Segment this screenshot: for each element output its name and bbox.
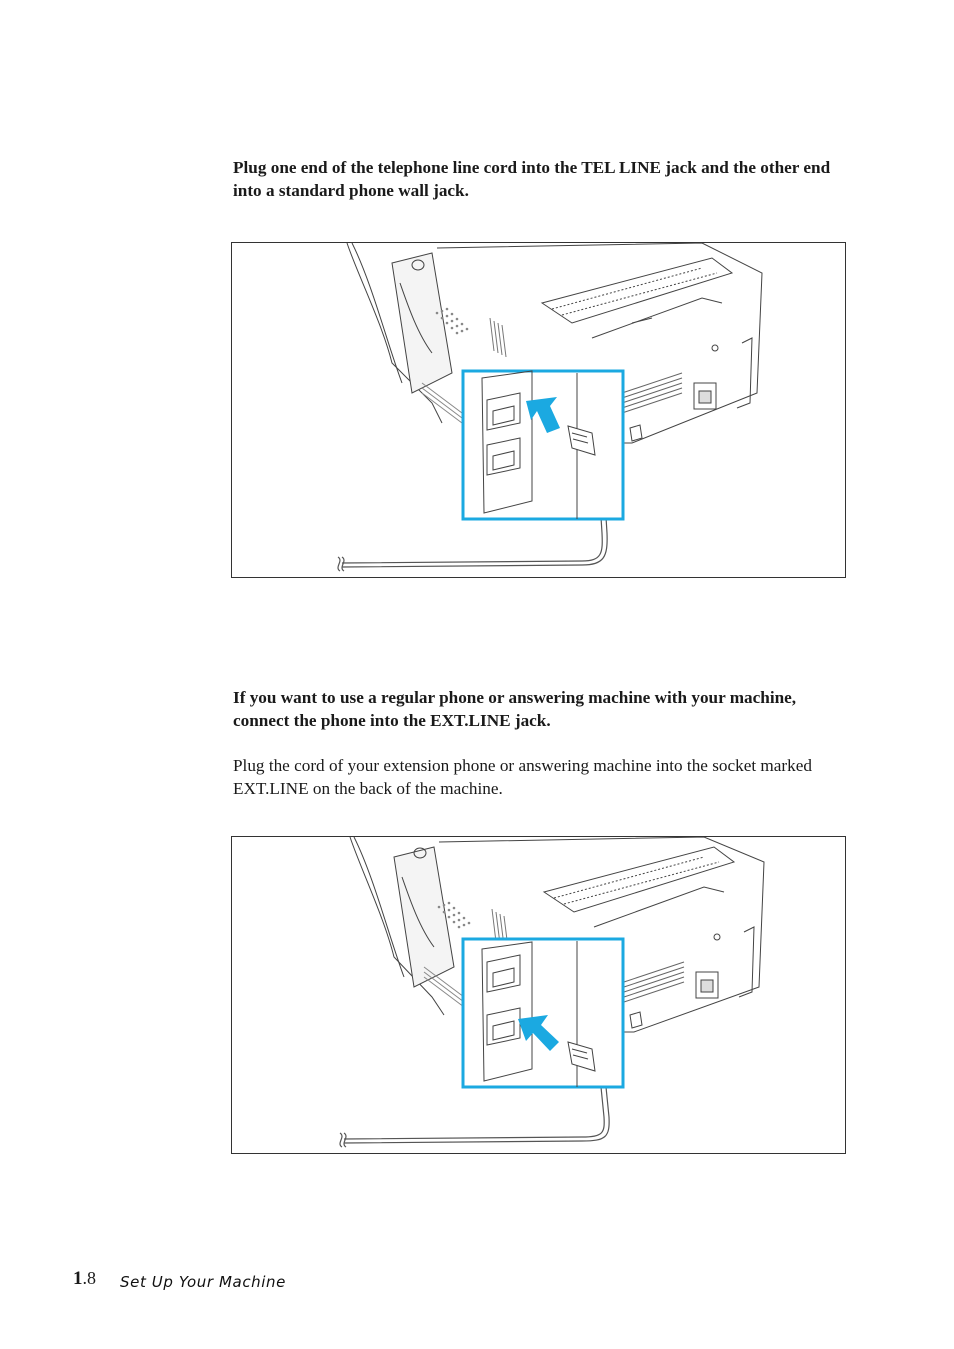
chapter-number: 1 [73,1268,83,1289]
page-number [73,1268,96,1290]
ext-line-description: Plug the cord of your extension phone or answering machine into the socket marked EXT.LINE on the back of the machine. [233,756,812,798]
printer-back-ext-line-illustration [232,837,845,1153]
ext-line-figure [231,836,846,1154]
ext-line-instruction: If you want to use a regular phone or answering machine with your machine, connect the phone into the EXT.LINE jack. [233,688,797,730]
printer-back-tel-line-illustration [232,243,845,577]
page-suffix: .8 [82,1268,96,1288]
tel-line-figure [231,242,846,578]
tel-line-instruction: Plug one end of the telephone line cord into the TEL LINE jack and the other end into a standard phone wall jack. [233,158,831,200]
chapter-title: Set Up Your Machine [120,1273,286,1291]
